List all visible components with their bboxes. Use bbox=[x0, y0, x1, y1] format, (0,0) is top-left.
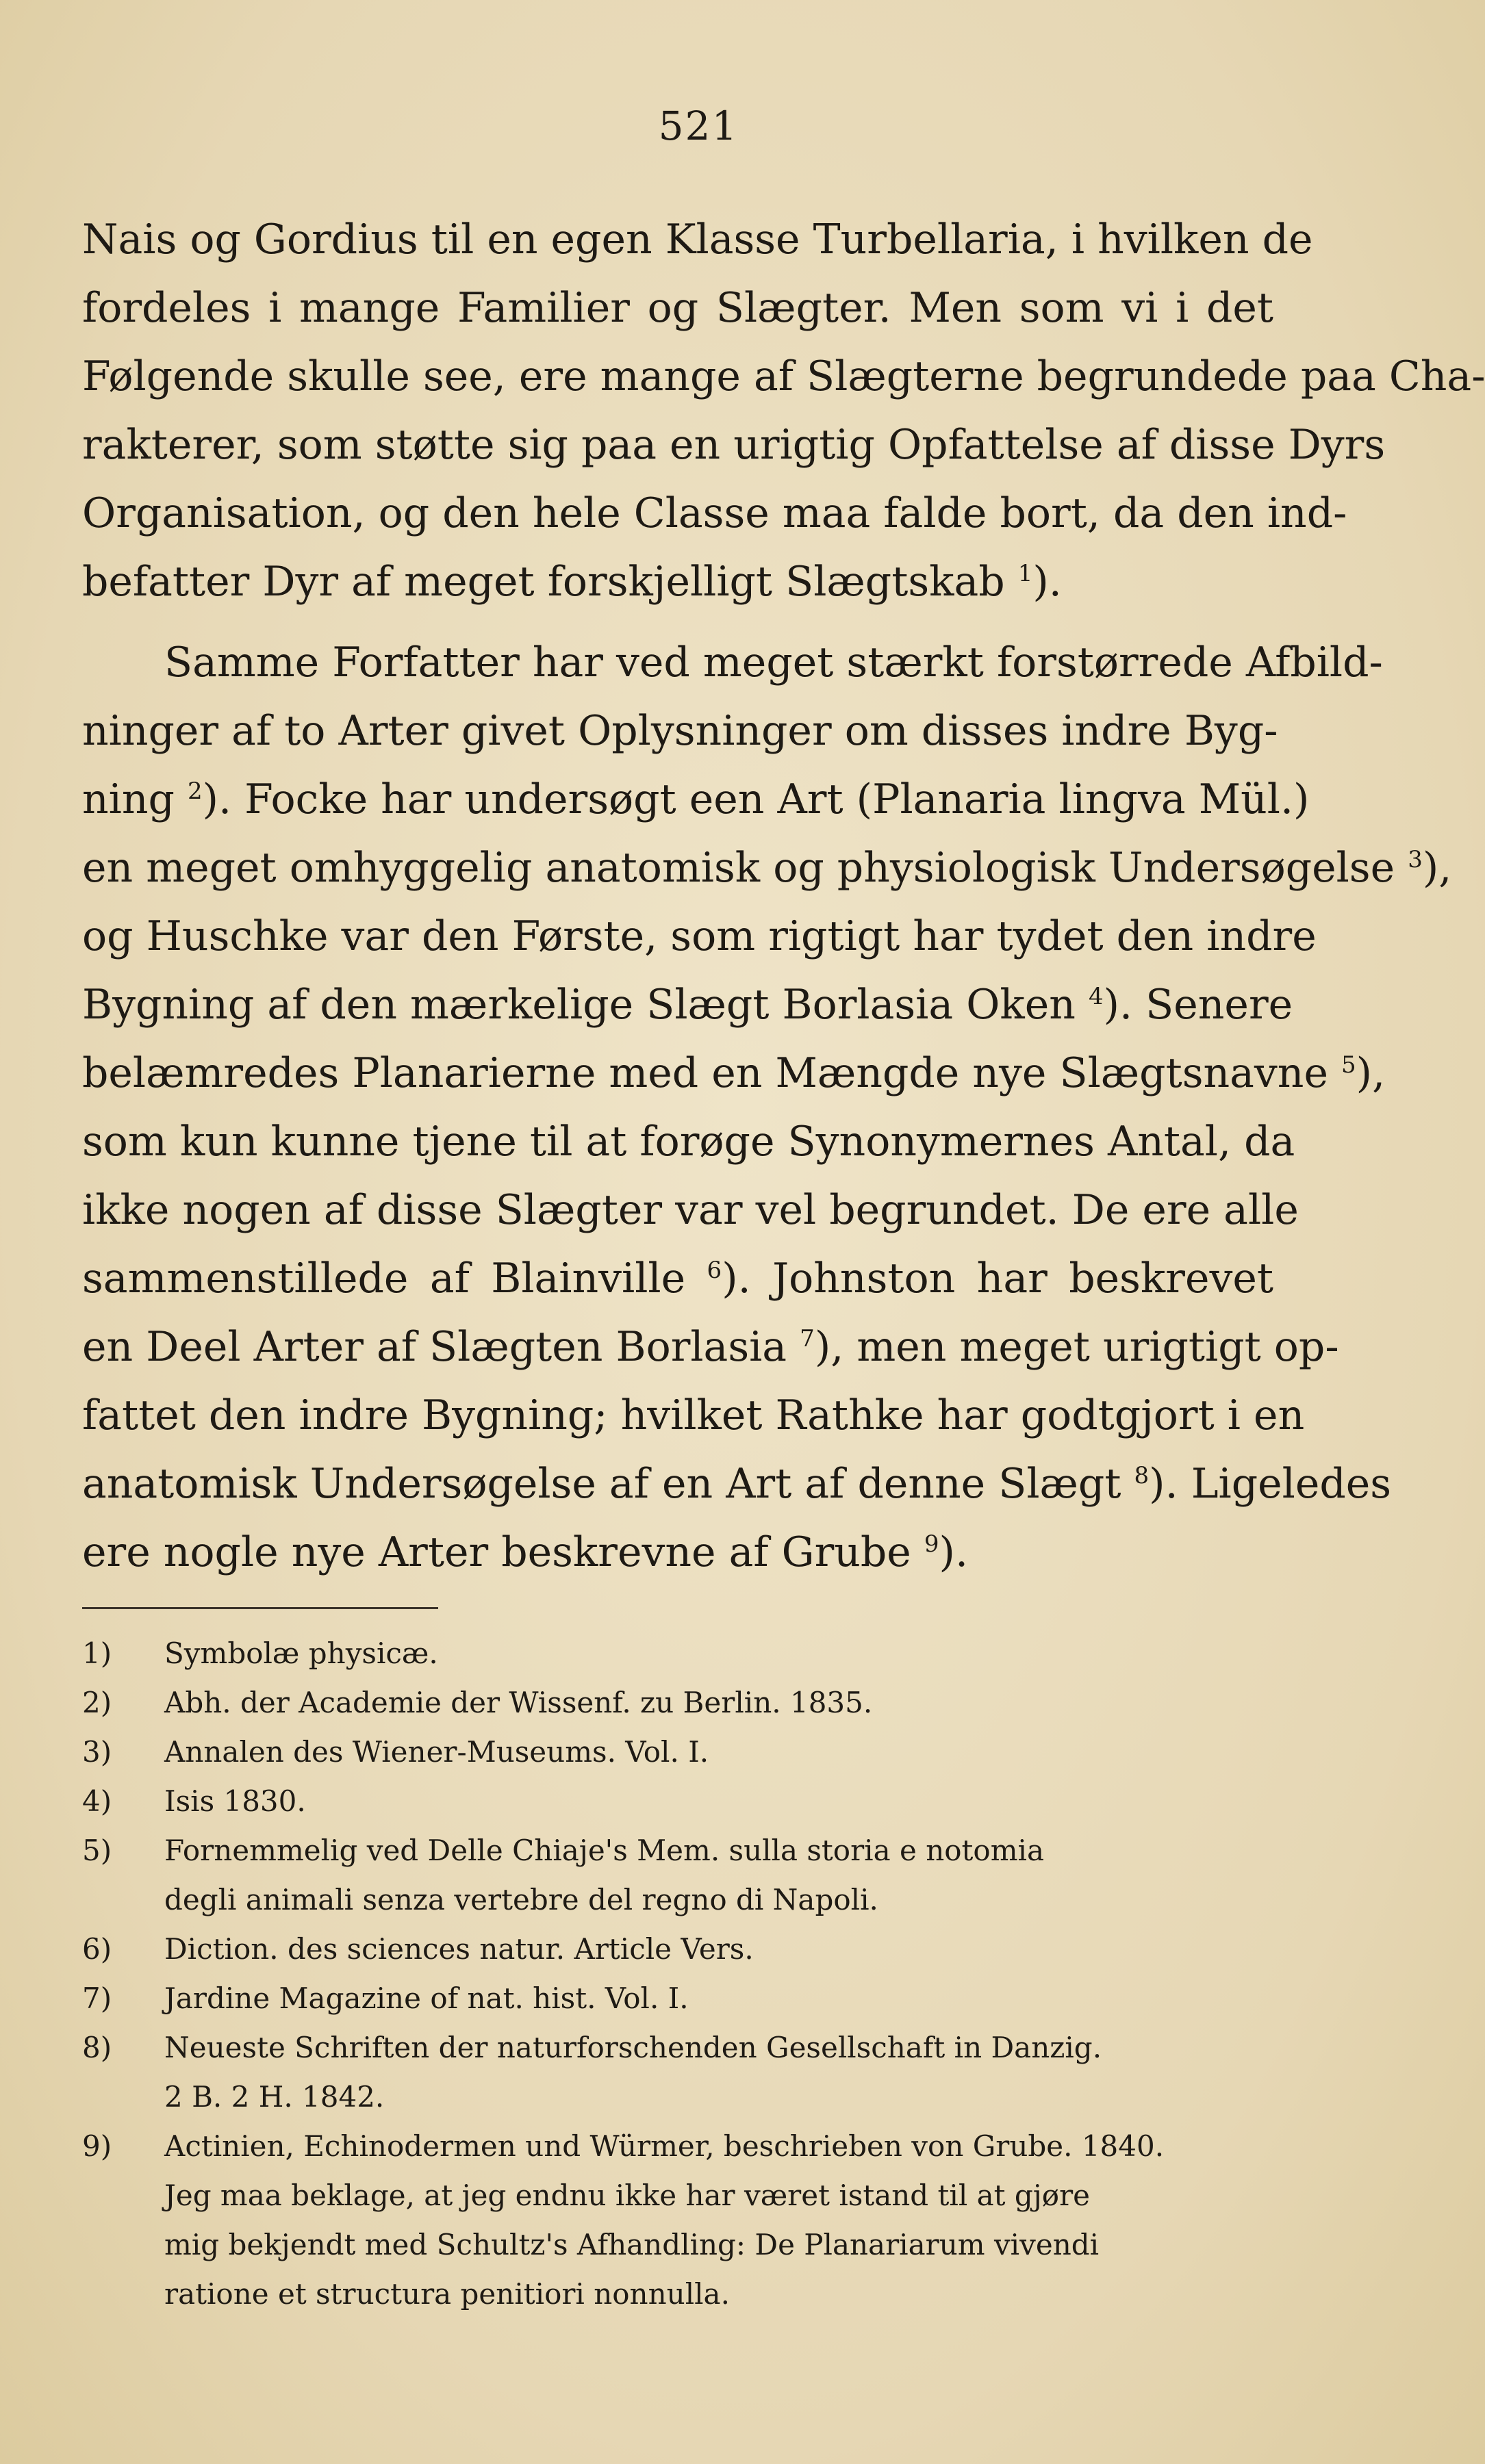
footnote-continuation bbox=[82, 2171, 1273, 2220]
footnote bbox=[82, 2122, 1273, 2171]
text-segment: ). Senere bbox=[1103, 981, 1293, 1029]
footnote-number: 3) bbox=[82, 1735, 112, 1769]
text-segment: ). bbox=[1032, 558, 1062, 606]
footnote-number: 1) bbox=[82, 1637, 112, 1670]
footnote-continuation bbox=[82, 2220, 1273, 2270]
text-segment: belæmredes Planarierne med en Mængde nye Slægtsnavne bbox=[82, 1049, 1328, 1097]
footnote bbox=[82, 1728, 1273, 1777]
text-segment: ). Focke har undersøgt een Art (Planaria lingva Mül.) bbox=[202, 775, 1310, 823]
footnote-text: Actinien, Echinodermen und Würmer, beschrieben von Grube. 1840. bbox=[164, 2129, 1165, 2163]
footnote bbox=[82, 2023, 1273, 2072]
footnote-ref: 4 bbox=[1088, 983, 1104, 1010]
footnote-text: Jardine Magazine of nat. hist. Vol. I. bbox=[164, 1981, 689, 2015]
footnote-continuation bbox=[82, 2072, 1273, 2122]
text-line bbox=[82, 1450, 1392, 1518]
footnote-text: Isis 1830. bbox=[164, 1784, 306, 1818]
footnote-number: 5) bbox=[82, 1834, 112, 1867]
text-segment: Bygning af den mærkelige Slægt Borlasia Oken bbox=[82, 981, 1076, 1029]
footnote-ref: 1 bbox=[1017, 560, 1033, 587]
footnote-text: Symbolæ physicæ. bbox=[164, 1637, 438, 1670]
footnote bbox=[82, 1974, 1273, 2023]
footnote-text: 2 B. 2 H. 1842. bbox=[164, 2080, 385, 2114]
text-line: Nais og Gordius til en egen Klasse Turbellaria, i hvilken de bbox=[82, 216, 1313, 264]
text-line bbox=[82, 971, 1293, 1039]
footnote-number: 4) bbox=[82, 1784, 112, 1818]
footnote bbox=[82, 1777, 1273, 1826]
footnote-number: 2) bbox=[82, 1686, 112, 1719]
footnote-ref: 2 bbox=[187, 778, 203, 805]
footnotes bbox=[82, 1629, 1273, 2319]
text-segment: ), men meget urigtigt op- bbox=[814, 1323, 1339, 1371]
footnote-number: 9) bbox=[82, 2129, 112, 2163]
footnote-text: degli animali senza vertebre del regno di Napoli. bbox=[164, 1883, 878, 1916]
footnote-ref: 8 bbox=[1134, 1462, 1150, 1489]
text-line: fattet den indre Bygning; hvilket Rathke har godtgjort i en bbox=[82, 1391, 1305, 1439]
footnote-text: ratione et structura penitiori nonnulla. bbox=[164, 2277, 730, 2311]
footnote-text: Fornemmelig ved Delle Chiaje's Mem. sulla storia e notomia bbox=[164, 1834, 1044, 1867]
text-segment: ), bbox=[1356, 1049, 1386, 1097]
footnote-ref: 9 bbox=[924, 1530, 939, 1558]
paragraph-1 bbox=[82, 205, 1485, 616]
text-segment: ). Johnston har beskrevet bbox=[722, 1255, 1273, 1302]
footnote bbox=[82, 1629, 1273, 1678]
text-segment: en Deel Arter af Slægten Borlasia bbox=[82, 1323, 787, 1371]
text-segment: anatomisk Undersøgelse af en Art af denne Slægt bbox=[82, 1460, 1121, 1508]
text-line: ninger af to Arter givet Oplysninger om disses indre Byg- bbox=[82, 707, 1278, 755]
text-line: som kun kunne tjene til at forøge Synonymernes Antal, da bbox=[82, 1118, 1295, 1166]
footnote-number: 7) bbox=[82, 1981, 112, 2015]
text-segment: sammenstillede af Blainville bbox=[82, 1255, 686, 1302]
footnote-continuation bbox=[82, 2270, 1273, 2319]
text-line bbox=[82, 1244, 1273, 1313]
footnote bbox=[82, 1925, 1273, 1974]
text-line bbox=[82, 1313, 1339, 1381]
text-segment: ). bbox=[939, 1528, 969, 1576]
footnote-text: mig bekjendt med Schultz's Afhandling: De Planariarum vivendi bbox=[164, 2228, 1100, 2261]
text-line: ikke nogen af disse Slægter var vel begrundet. De ere alle bbox=[82, 1186, 1299, 1234]
paragraph-2 bbox=[82, 628, 1452, 1587]
text-line: fordeles i mange Familier og Slægter. Men som vi i det bbox=[82, 284, 1273, 332]
footnote-text: Diction. des sciences natur. Article Vers. bbox=[164, 1932, 754, 1966]
footnote-ref: 7 bbox=[800, 1325, 815, 1352]
footnote-ref: 5 bbox=[1341, 1051, 1356, 1079]
footnote-ref: 3 bbox=[1408, 846, 1423, 873]
text-line bbox=[82, 548, 1273, 616]
footnote bbox=[82, 1826, 1273, 1875]
footnote-number: 8) bbox=[82, 2031, 112, 2064]
footnote-text: Abh. der Academie der Wissenf. zu Berlin. 1835. bbox=[164, 1686, 873, 1719]
text-line bbox=[82, 834, 1452, 902]
text-segment: en meget omhyggelig anatomisk og physiologisk Undersøgelse bbox=[82, 844, 1395, 892]
footnote-text: Neueste Schriften der naturforschenden Gesellschaft in Danzig. bbox=[164, 2031, 1102, 2064]
footnote-ref: 6 bbox=[707, 1257, 722, 1284]
text-line: Følgende skulle see, ere mange af Slægterne begrundede paa Cha- bbox=[82, 352, 1485, 400]
text-line bbox=[82, 1518, 1273, 1587]
text-line: og Huschke var den Første, som rigtigt har tydet den indre bbox=[82, 912, 1317, 960]
text-line bbox=[82, 1039, 1386, 1107]
text-segment: befatter Dyr af meget forskjelligt Slægtskab bbox=[82, 558, 1005, 606]
text-segment: ), bbox=[1422, 844, 1452, 892]
footnote-text: Annalen des Wiener-Museums. Vol. I. bbox=[164, 1735, 709, 1769]
footnote-continuation bbox=[82, 1875, 1273, 1925]
footnote-number: 6) bbox=[82, 1932, 112, 1966]
footnote-text: Jeg maa beklage, at jeg endnu ikke har været istand til at gjøre bbox=[164, 2179, 1091, 2212]
text-line: Samme Forfatter har ved meget stærkt forstørrede Afbild- bbox=[164, 639, 1383, 686]
footnote bbox=[82, 1678, 1273, 1728]
text-segment: ). Ligeledes bbox=[1149, 1460, 1392, 1508]
text-line: Organisation, og den hele Classe maa falde bort, da den ind- bbox=[82, 489, 1347, 537]
footnote-divider bbox=[82, 1607, 438, 1609]
text-line bbox=[82, 765, 1310, 834]
text-line: rakterer, som støtte sig paa en urigtig Opfattelse af disse Dyrs bbox=[82, 421, 1386, 469]
text-segment: ere nogle nye Arter beskrevne af Grube bbox=[82, 1528, 911, 1576]
text-segment: ning bbox=[82, 775, 175, 823]
page-number: 521 bbox=[658, 103, 739, 149]
